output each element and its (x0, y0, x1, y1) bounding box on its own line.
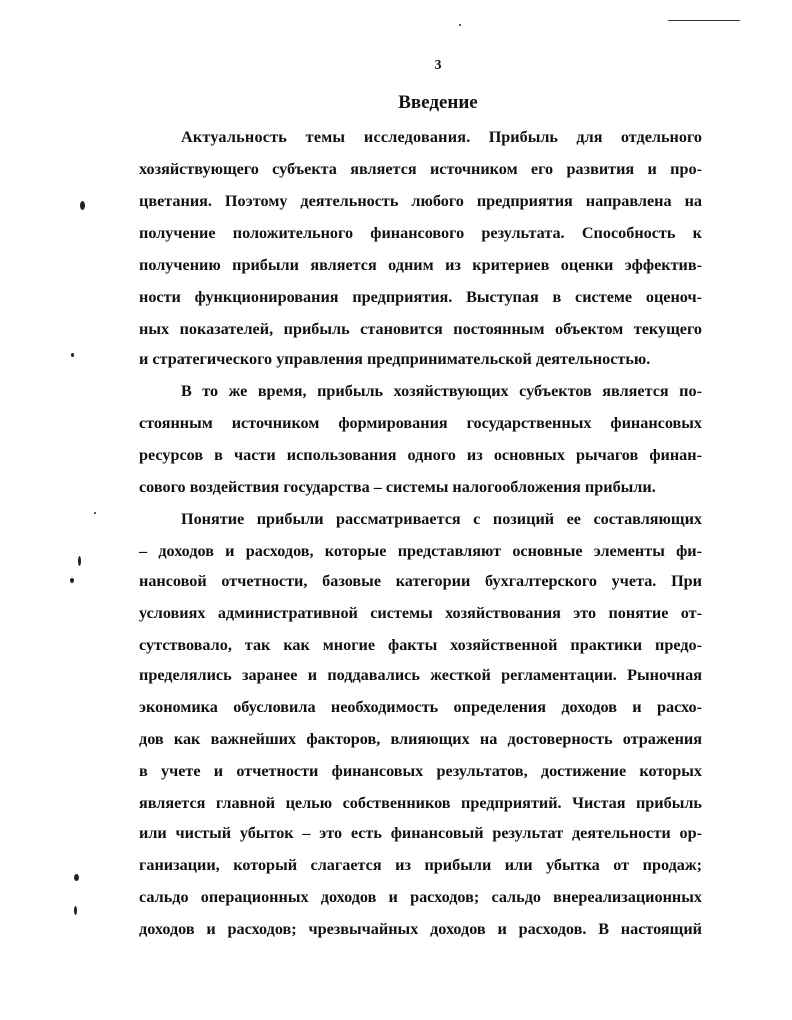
text-line: В то же время, прибыль хозяйствующих субъектов является по- (181, 382, 702, 400)
scan-speck (94, 512, 96, 514)
text-line: Понятие прибыли рассматривается с позиций ее составляющих (181, 510, 702, 528)
text-line: ганизации, который слагается из прибыли или убытка от продаж; (139, 856, 702, 874)
top-edge-rule (668, 20, 740, 21)
text-line: – доходов и расходов, которые представляют основные элементы фи- (139, 542, 702, 560)
text-line: хозяйствующего субъекта является источником его развития и про- (139, 160, 702, 178)
text-line: является главной целью собственников предприятий. Чистая прибыль (139, 794, 702, 812)
scan-speck (70, 578, 74, 583)
text-line: получение положительного финансового результата. Способность к (139, 224, 702, 242)
scan-speck (74, 874, 79, 881)
text-line: стоянным источником формирования государственных финансовых (139, 414, 702, 432)
text-line: дов как важнейших факторов, влияющих на достоверность отражения (139, 730, 702, 748)
text-line (181, 122, 702, 152)
section-lead-heading: Актуальность темы исследования (181, 128, 467, 146)
scan-speck (74, 906, 77, 915)
page-number: 3 (434, 58, 442, 73)
text-line: ных показателей, прибыль становится постоянным объектом текущего (139, 320, 702, 338)
scan-speck (459, 24, 461, 26)
text-line: пределялись заранее и поддавались жесткой регламентации. Рыночная (139, 666, 702, 684)
scan-speck (78, 556, 81, 566)
text-line: сутствовало, так как многие факты хозяйственной практики предо- (139, 636, 702, 654)
text-line: получению прибыли является одним из критериев оценки эффектив- (139, 256, 702, 274)
text-line-run: . Прибыль для отдельного (466, 128, 702, 146)
text-line: сового воздействия государства – системы налогообложения прибыли. (139, 478, 656, 496)
text-line: и стратегического управления предпринимательской деятельностью. (139, 350, 651, 368)
text-line: или чистый убыток – это есть финансовый результат деятельности ор- (139, 824, 702, 842)
text-line: ресурсов в части использования одного из основных рычагов финан- (139, 446, 702, 464)
text-line: доходов и расходов; чрезвычайных доходов и расходов. В настоящий (139, 920, 702, 938)
text-line: цветания. Поэтому деятельность любого предприятия направлена на (139, 192, 702, 210)
text-line: нансовой отчетности, базовые категории бухгалтерского учета. При (139, 572, 702, 590)
text-line: в учете и отчетности финансовых результатов, достижение которых (139, 762, 702, 780)
text-line: ности функционирования предприятия. Выступая в системе оценоч- (139, 288, 702, 306)
text-line: сальдо операционных доходов и расходов; сальдо внереализационных (139, 888, 702, 906)
text-line: экономика обусловила необходимость определения доходов и расхо- (139, 698, 702, 716)
page-title: Введение (398, 92, 478, 113)
text-line: условиях административной системы хозяйствования это понятие от- (139, 604, 702, 622)
scan-speck (71, 353, 74, 357)
scan-speck (80, 201, 85, 210)
